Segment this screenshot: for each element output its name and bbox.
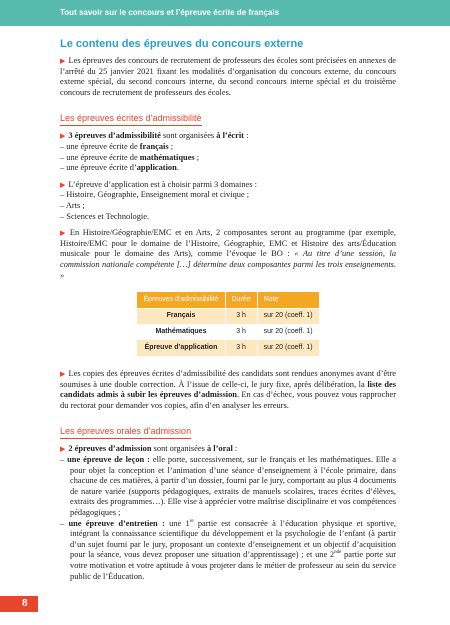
page-title: Le contenu des épreuves du concours externe [60,38,304,50]
list-item: – Histoire, Géographie, Enseignement moral et civique ; [60,190,250,200]
correction-paragraph: ▶ Les copies des épreuves écrites d’admissibilité des candidats sont rendues anonymes avant d’être soumises à une double correction. À l’issue de celle-ci, le jury fixe, après délibération, la liste des candidats admis à subir les épreuves d’admission. En cas d’échec, vous pouvez vous rapprocher du rectorat pour demander vos copies, afin d’en analyser les erreurs. [60,369,396,410]
triangle-bullet-icon: ▶ [60,229,67,238]
list-item: – une épreuve d’entretien : une 1re partie est consacrée à l’éducation physique et sportive, intégrant la connaissance scientifique du développement et la psychologie de l’enfant (à partir d’un sujet fourni par le jury, proposant un contexte d’enseignement et un objectif d’acquisition pour la séance, vous devez proposer une situation d’apprentissage) ; et une 2nde partie porte sur votre motivation et votre aptitude à vous projeter dans le métier de professeur au sein du service public de l’Éducation. [60,518,397,581]
section-heading-admission: Les épreuves orales d’admission [60,425,191,439]
list-item: – une épreuve écrite de français ; [60,141,174,151]
triangle-bullet-icon: ▶ [60,132,66,141]
table-cell: Mathématiques [137,325,225,341]
table-cell: Épreuve d’application [137,341,225,357]
running-header: Tout savoir sur le concours et l’épreuve écrite de français [60,8,280,17]
table-header-cell: Durée [225,292,257,309]
table-cell: 3 h [225,309,257,325]
epreuves-table [136,291,319,357]
table-cell: sur 20 (coeff. 1) [257,309,319,325]
list-item: – Sciences et Technologie. [60,211,150,221]
triangle-bullet-icon: ▶ [60,370,66,379]
list-item: – une épreuve de leçon : elle porte, successivement, sur le français et les mathématiques. Elle a pour objet la conception et l’animation d’une séance d’enseignement à l’école primaire, dans chacune de ces matières, à partir d’un dossier, fourni par le jury, comportant au plus 4 documents de nature variée (supports pédagogiques, extraits de manuels scolaires, traces écrites d’élèves, extraits des programmes…). Elle vise à apprécier votre maîtrise disciplinaire et vos compétences pédagogiques ; [60,455,396,518]
table-cell: 3 h [225,325,257,341]
list-item: – une épreuve écrite d’application. [60,163,179,173]
page-number-badge [0,596,38,612]
section-heading-admissibilite: Les épreuves écrites d’admissibilité [60,112,202,126]
list-item: – une épreuve écrite de mathématiques ; [60,152,200,162]
table-row [137,325,319,341]
list-item: – Arts ; [60,200,85,210]
page-number: 8 [22,598,28,609]
admission-list: ▶ 2 épreuves d’admission sont organisées à l’oral : – une épreuve de leçon : elle porte, successivement, sur le français et les mathématiques. Elle a pour objet la conception et l’animation d’une séance d’enseignement à l’école primaire, dans chacune de ces matières, à partir d’un dossier, fourni par le jury, comportant au plus 4 documents de nature variée (supports pédagogiques, extraits de manuels scolaires, traces écrites d’élèves, extraits des programmes…). Elle vise à apprécier votre maîtrise disciplinaire et vos compétences pédagogiques ; – une épreuve d’entretien : une 1re partie est consacrée à l’éducation physique et sportive, intégrant la connaissance scientifique du développement et la psychologie de l’enfant (à partir d’un sujet fourni par le jury, proposant un contexte d’enseignement et un objectif d’acquisition pour la séance, vous devez proposer une situation d’apprentissage) ; et une 2nde partie porte sur votre motivation et votre aptitude à vous projeter dans le métier de professeur au sein du service public de l’Éducation. [60,444,397,581]
table-cell: Français [137,309,225,325]
table-header-cell: Note [257,292,319,309]
table-row [137,309,319,325]
triangle-bullet-icon: ▶ [60,445,66,454]
domains-list: ▶ L’épreuve d’application est à choisir parmi 3 domaines : – Histoire, Géographie, Enseignement moral et civique ; – Arts ; – Sciences et Technologie. [60,180,396,222]
triangle-bullet-icon: ▶ [60,180,66,189]
table-cell: sur 20 (coeff. 1) [257,341,319,357]
composantes-paragraph: ▶ En Histoire/Géographie/EMC et en Arts, 2 composantes seront au programme (par exemple, Histoire/EMC pour le domaine de l’Histoire, Géographie, EMC et Histoire des arts/Éducation musicale pour le domaine des Arts), comme l’évoque le BO : « Au titre d’une session, la commission nationale compétente […] détermine deux composantes parmi les trois enseignements. » [60,228,397,280]
table-header-row [137,292,319,309]
table-header-cell: Épreuves d’admissibilité [137,292,225,309]
table-cell: 3 h [225,341,257,357]
table-row [137,341,319,357]
table-cell: sur 20 (coeff. 1) [257,325,319,341]
page-content [60,36,396,588]
header-bar [0,0,450,26]
intro-paragraph: ▶ Les épreuves des concours de recrutement de professeurs des écoles sont précisées en annexes de l’arrêté du 25 janvier 2021 fixant les modalités d’organisation du concours externe, du concours externe spécial, du second concours interne, du second concours interne spécial et du troisième concours de recrutement de professeurs des écoles. [60,56,397,97]
admissibilite-list: ▶ 3 épreuves d’admissibilité sont organisées à l’écrit : – une épreuve écrite de français ; – une épreuve écrite de mathématiques ; – une épreuve écrite d’application. [60,131,396,173]
triangle-bullet-icon: ▶ [60,57,66,65]
